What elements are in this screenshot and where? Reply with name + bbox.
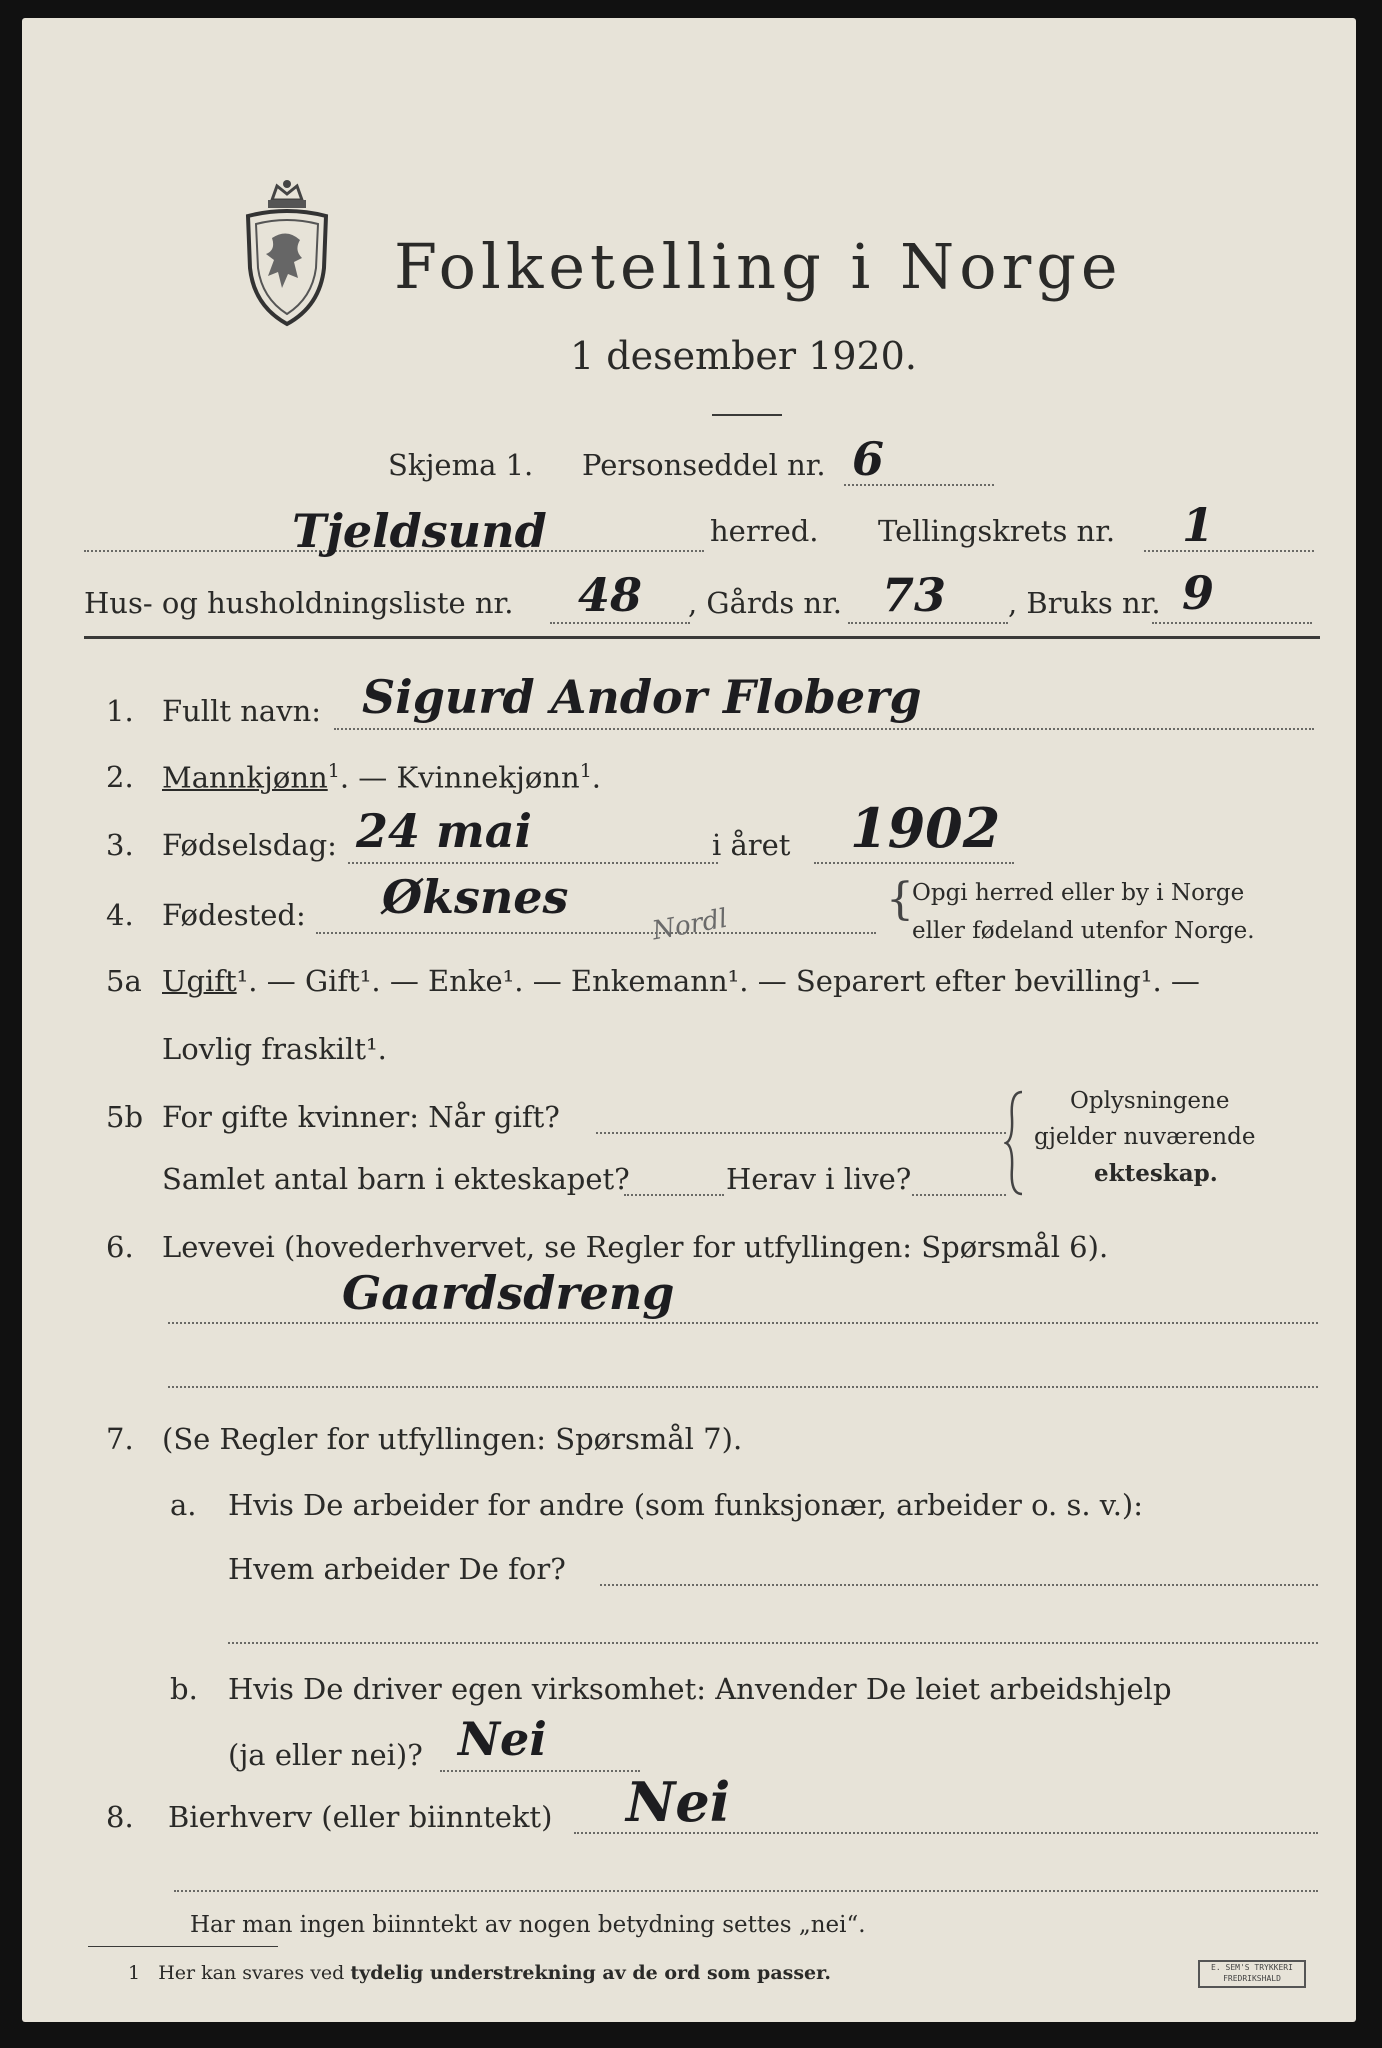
hus-line bbox=[550, 622, 690, 624]
birthplace-county[interactable]: Nordl bbox=[649, 903, 730, 947]
q7a-label: Hvis De arbeider for andre (som funksjonær, arbeider o. s. v.): bbox=[228, 1488, 1144, 1522]
hus-label: Hus- og husholdningsliste nr. bbox=[84, 586, 514, 620]
personseddel-value[interactable]: 6 bbox=[852, 432, 885, 486]
birthplace-value[interactable]: Øksnes bbox=[382, 870, 569, 924]
hired-help-line bbox=[440, 1770, 640, 1772]
birthplace-line bbox=[316, 932, 876, 934]
q2-number: 2. bbox=[106, 760, 134, 794]
q4-brace: { bbox=[886, 874, 914, 925]
gards-line bbox=[848, 622, 1008, 624]
q7-label: (Se Regler for utfyllingen: Spørsmål 7). bbox=[162, 1422, 743, 1456]
q3-label: Fødselsdag: bbox=[162, 828, 337, 862]
q5b-note-3: ekteskap. bbox=[1094, 1160, 1218, 1187]
married-when-line bbox=[596, 1132, 1006, 1134]
children-label: Samlet antal barn i ekteskapet? bbox=[162, 1162, 630, 1196]
fraskilt-option[interactable]: Lovlig fraskilt¹. bbox=[162, 1032, 387, 1066]
q1-label: Fullt navn: bbox=[162, 694, 322, 728]
q7b-label: Hvis De driver egen virksomhet: Anvender De leiet arbeidshjelp bbox=[228, 1672, 1172, 1706]
printer-mark bbox=[1198, 1960, 1306, 1988]
footer-note: Har man ingen biinntekt av nogen betydning settes „nei“. bbox=[190, 1912, 866, 1938]
tellingskrets-line bbox=[1144, 550, 1314, 552]
q7b-number: b. bbox=[170, 1672, 198, 1706]
q1-number: 1. bbox=[106, 694, 134, 728]
hus-value[interactable]: 48 bbox=[578, 568, 643, 622]
q5a-number: 5a bbox=[106, 964, 142, 998]
coat-of-arms-icon bbox=[232, 178, 342, 328]
children-line bbox=[624, 1194, 724, 1196]
gender-options bbox=[162, 760, 601, 795]
q5b-note-2: gjelder nuværende bbox=[1034, 1124, 1256, 1150]
side-income-line-2 bbox=[174, 1890, 1318, 1892]
birthday-line bbox=[348, 862, 718, 864]
title-divider bbox=[712, 414, 782, 416]
q8-number: 8. bbox=[106, 1800, 134, 1834]
female-footnote: 1 bbox=[579, 760, 592, 782]
herred-value[interactable]: Tjeldsund bbox=[292, 504, 547, 558]
header-divider bbox=[84, 636, 1320, 639]
gards-value[interactable]: 73 bbox=[882, 568, 947, 622]
marital-options bbox=[162, 964, 1200, 998]
hired-help-label: (ja eller nei)? bbox=[228, 1738, 423, 1772]
occupation-line-2 bbox=[168, 1386, 1318, 1388]
q4-note-2: eller fødeland utenfor Norge. bbox=[912, 918, 1255, 944]
occupation-line-1 bbox=[168, 1322, 1318, 1324]
alive-label: Herav i live? bbox=[726, 1162, 912, 1196]
herred-label: herred. bbox=[710, 514, 819, 548]
census-form bbox=[22, 18, 1356, 2022]
printer-name: E. SEM'S TRYKKERI bbox=[1211, 1963, 1293, 1972]
bruks-label: , Bruks nr. bbox=[1008, 586, 1161, 620]
male-footnote: 1 bbox=[327, 760, 340, 782]
q1-line bbox=[334, 728, 1314, 730]
side-income-value[interactable]: Nei bbox=[626, 1770, 731, 1834]
occupation-value[interactable]: Gaardsdreng bbox=[342, 1266, 675, 1320]
q3-number: 3. bbox=[106, 828, 134, 862]
hired-help-value[interactable]: Nei bbox=[458, 1712, 547, 1766]
schema-label: Skjema 1. bbox=[388, 448, 534, 482]
bruks-line bbox=[1152, 622, 1312, 624]
tellingskrets-value[interactable]: 1 bbox=[1182, 498, 1215, 552]
q5b-brace-icon bbox=[1004, 1088, 1026, 1198]
birth-year-value[interactable]: 1902 bbox=[850, 796, 1001, 860]
footnote-number: 1 bbox=[128, 1962, 141, 1984]
q4-note-1: Opgi herred eller by i Norge bbox=[912, 880, 1245, 906]
gards-label: , Gårds nr. bbox=[688, 586, 842, 620]
q5b-number: 5b bbox=[106, 1100, 144, 1134]
gender-end: . bbox=[591, 760, 601, 795]
footnote-bold-text: tydelig understrekning av de ord som passer. bbox=[350, 1962, 831, 1984]
q8-label: Bierhverv (eller biinntekt) bbox=[168, 1800, 553, 1834]
year-label: i året bbox=[712, 828, 791, 862]
employer-label: Hvem arbeider De for? bbox=[228, 1552, 566, 1586]
ugift-option[interactable]: Ugift bbox=[162, 964, 237, 998]
employer-line-1 bbox=[600, 1584, 1318, 1586]
footnote-divider bbox=[88, 1946, 278, 1947]
q4-number: 4. bbox=[106, 898, 134, 932]
census-date: 1 desember 1920. bbox=[570, 334, 917, 378]
q6-label: Levevei (hovederhvervet, se Regler for utfyllingen: Spørsmål 6). bbox=[162, 1230, 1109, 1264]
personseddel-label: Personseddel nr. bbox=[582, 448, 826, 482]
bruks-value[interactable]: 9 bbox=[1182, 566, 1215, 620]
year-line bbox=[814, 862, 1014, 864]
q7-number: 7. bbox=[106, 1422, 134, 1456]
birthday-value[interactable]: 24 mai bbox=[356, 804, 532, 858]
q5b-note-1: Oplysningene bbox=[1070, 1088, 1230, 1114]
q6-number: 6. bbox=[106, 1230, 134, 1264]
q5b-label: For gifte kvinner: Når gift? bbox=[162, 1100, 560, 1134]
form-title: Folketelling i Norge bbox=[394, 230, 1123, 303]
tellingskrets-label: Tellingskrets nr. bbox=[878, 514, 1116, 548]
marital-other-options[interactable]: ¹. — Gift¹. — Enke¹. — Enkemann¹. — Separert efter bevilling¹. — bbox=[236, 964, 1200, 998]
q7a-number: a. bbox=[170, 1488, 197, 1522]
full-name-value[interactable]: Sigurd Andor Floberg bbox=[362, 670, 922, 724]
gender-separator: . — bbox=[339, 760, 397, 795]
employer-line-2 bbox=[228, 1642, 1318, 1644]
alive-line bbox=[912, 1194, 1006, 1196]
printer-city: FREDRIKSHALD bbox=[1223, 1974, 1281, 1983]
footnote-text: Her kan svares ved bbox=[158, 1962, 345, 1984]
female-option[interactable]: Kvinnekjønn bbox=[396, 760, 580, 795]
footnote bbox=[128, 1962, 831, 1984]
q4-label: Fødested: bbox=[162, 898, 306, 932]
male-option[interactable]: Mannkjønn bbox=[162, 760, 328, 795]
